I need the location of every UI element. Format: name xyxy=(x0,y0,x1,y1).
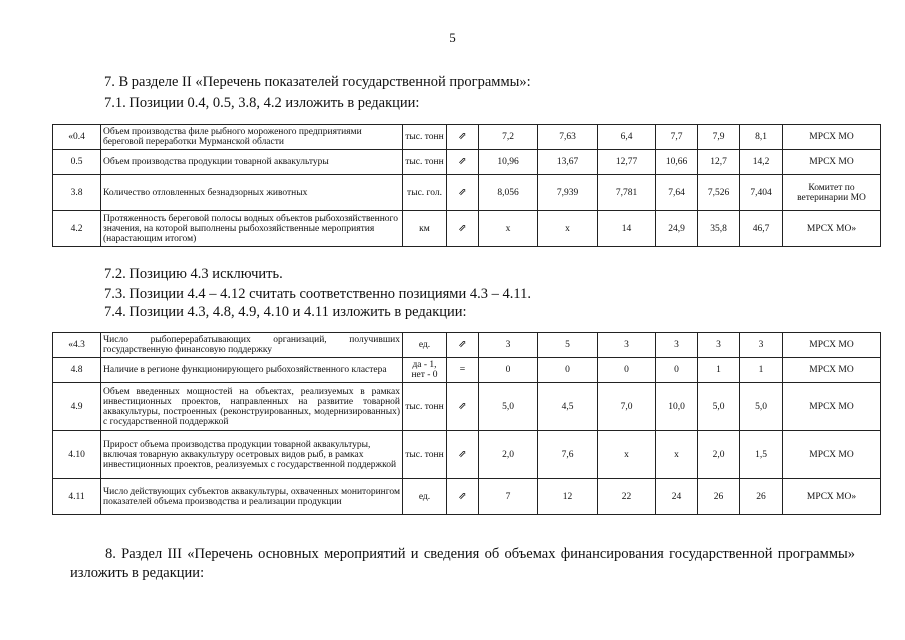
value-cell: 3 xyxy=(479,333,538,358)
value-cell: 14,2 xyxy=(740,150,783,175)
indicator-name: Объем введенных мощностей на объектах, реализуемых в рамках инвестиционных проектов, направленных на развитие товарной аквакультуры, построенных (реконструированных, модернизированных) с государственной поддержкой xyxy=(101,383,403,431)
indicator-name: Объем производства филе рыбного мороженого предприятиями береговой переработки Мурманской области xyxy=(101,125,403,150)
value-cell: 12,7 xyxy=(698,150,740,175)
value-cell: 7,2 xyxy=(479,125,538,150)
value-cell: 2,0 xyxy=(698,431,740,479)
value-cell: 3 xyxy=(740,333,783,358)
responsible: МРСХ МО xyxy=(783,150,881,175)
value-cell: 7,64 xyxy=(656,175,698,211)
value-cell: 3 xyxy=(656,333,698,358)
value-cell: 0 xyxy=(538,358,598,383)
indicator-name: Объем производства продукции товарной аквакультуры xyxy=(101,150,403,175)
row-number: 4.9 xyxy=(53,383,101,431)
row-number: 4.11 xyxy=(53,479,101,515)
trend-arrow-icon: ⇗ xyxy=(447,333,479,358)
value-cell: 7 xyxy=(479,479,538,515)
value-cell: 35,8 xyxy=(698,211,740,247)
row-number: 4.8 xyxy=(53,358,101,383)
responsible: МРСХ МО xyxy=(783,383,881,431)
value-cell: 10,96 xyxy=(479,150,538,175)
row-number: «4.3 xyxy=(53,333,101,358)
trend-arrow-icon: ⇗ xyxy=(447,479,479,515)
value-cell: 7,781 xyxy=(598,175,656,211)
paragraph-8: 8. Раздел III «Перечень основных мероприятий и сведения об объемах финансирования государственной программы» изложить в редакции: xyxy=(70,546,855,581)
value-cell: 12,77 xyxy=(598,150,656,175)
value-cell: х xyxy=(656,431,698,479)
row-number: 4.2 xyxy=(53,211,101,247)
value-cell: 5 xyxy=(538,333,598,358)
trend-arrow-icon: ⇗ xyxy=(447,211,479,247)
paragraph-7-2: 7.2. Позицию 4.3 исключить. xyxy=(104,266,283,282)
value-cell: 26 xyxy=(698,479,740,515)
table-row xyxy=(53,479,881,515)
value-cell: 46,7 xyxy=(740,211,783,247)
value-cell: 7,6 xyxy=(538,431,598,479)
value-cell: х xyxy=(538,211,598,247)
responsible: МРСХ МО xyxy=(783,358,881,383)
indicator-name: Число рыбоперерабатывающих организаций, получивших государственную финансовую поддержку xyxy=(101,333,403,358)
responsible: МРСХ МО xyxy=(783,431,881,479)
value-cell: 5,0 xyxy=(740,383,783,431)
value-cell: 0 xyxy=(598,358,656,383)
indicators-table-2 xyxy=(52,332,881,515)
value-cell: 7,9 xyxy=(698,125,740,150)
unit: км xyxy=(403,211,447,247)
value-cell: 7,63 xyxy=(538,125,598,150)
unit: тыс. тонн xyxy=(403,431,447,479)
indicator-name: Число действующих субъектов аквакультуры, охваченных мониторингом показателей объема производства и реализации продукции xyxy=(101,479,403,515)
value-cell: 14 xyxy=(598,211,656,247)
page-number: 5 xyxy=(449,30,456,45)
indicator-name: Прирост объема производства продукции товарной аквакультуры, включая товарную аквакультуру осетровых видов рыб, в рамках инвестиционных проектов, реализуемых с государственной поддержкой xyxy=(101,431,403,479)
value-cell: 13,67 xyxy=(538,150,598,175)
trend-arrow-icon: ⇗ xyxy=(447,150,479,175)
value-cell: х xyxy=(479,211,538,247)
row-number: 4.10 xyxy=(53,431,101,479)
responsible: МРСХ МО xyxy=(783,125,881,150)
unit: ед. xyxy=(403,479,447,515)
value-cell: 7,0 xyxy=(598,383,656,431)
table-row xyxy=(53,358,881,383)
value-cell: 8,1 xyxy=(740,125,783,150)
unit: тыс. тонн xyxy=(403,125,447,150)
table-row xyxy=(53,125,881,150)
value-cell: 1 xyxy=(740,358,783,383)
row-number: 0.5 xyxy=(53,150,101,175)
value-cell: 2,0 xyxy=(479,431,538,479)
indicator-name: Протяженность береговой полосы водных объектов рыбохозяйственного значения, на которой выполнены рыбохозяйственные мероприятия (нарастающим итогом) xyxy=(101,211,403,247)
value-cell: 26 xyxy=(740,479,783,515)
value-cell: 3 xyxy=(598,333,656,358)
unit: да - 1, нет - 0 xyxy=(403,358,447,383)
indicator-name: Количество отловленных безнадзорных животных xyxy=(101,175,403,211)
table-row xyxy=(53,150,881,175)
value-cell: 24 xyxy=(656,479,698,515)
table-row xyxy=(53,333,881,358)
value-cell: 1,5 xyxy=(740,431,783,479)
unit: тыс. гол. xyxy=(403,175,447,211)
value-cell: х xyxy=(598,431,656,479)
trend-equal-icon: = xyxy=(447,358,479,383)
value-cell: 10,66 xyxy=(656,150,698,175)
responsible: МРСХ МО xyxy=(783,333,881,358)
value-cell: 8,056 xyxy=(479,175,538,211)
paragraph-7-4: 7.4. Позиции 4.3, 4.8, 4.9, 4.10 и 4.11 изложить в редакции: xyxy=(104,304,467,320)
value-cell: 10,0 xyxy=(656,383,698,431)
table-row xyxy=(53,431,881,479)
trend-arrow-icon: ⇗ xyxy=(447,383,479,431)
paragraph-7-1: 7.1. Позиции 0.4, 0.5, 3.8, 4.2 изложить в редакции: xyxy=(104,95,420,111)
trend-arrow-icon: ⇗ xyxy=(447,431,479,479)
value-cell: 3 xyxy=(698,333,740,358)
row-number: «0.4 xyxy=(53,125,101,150)
value-cell: 6,4 xyxy=(598,125,656,150)
indicator-name: Наличие в регионе функционирующего рыбохозяйственного кластера xyxy=(101,358,403,383)
value-cell: 7,404 xyxy=(740,175,783,211)
responsible: МРСХ МО» xyxy=(783,479,881,515)
responsible: Комитет по ветеринарии МО xyxy=(783,175,881,211)
value-cell: 5,0 xyxy=(698,383,740,431)
paragraph-7-3: 7.3. Позиции 4.4 – 4.12 считать соответственно позициями 4.3 – 4.11. xyxy=(104,286,531,302)
trend-arrow-icon: ⇗ xyxy=(447,125,479,150)
trend-arrow-icon: ⇗ xyxy=(447,175,479,211)
value-cell: 0 xyxy=(656,358,698,383)
responsible: МРСХ МО» xyxy=(783,211,881,247)
unit: ед. xyxy=(403,333,447,358)
value-cell: 7,939 xyxy=(538,175,598,211)
indicators-table-1 xyxy=(52,124,881,247)
value-cell: 7,526 xyxy=(698,175,740,211)
value-cell: 5,0 xyxy=(479,383,538,431)
value-cell: 0 xyxy=(479,358,538,383)
value-cell: 1 xyxy=(698,358,740,383)
value-cell: 4,5 xyxy=(538,383,598,431)
table-row xyxy=(53,175,881,211)
value-cell: 12 xyxy=(538,479,598,515)
value-cell: 22 xyxy=(598,479,656,515)
unit: тыс. тонн xyxy=(403,383,447,431)
value-cell: 7,7 xyxy=(656,125,698,150)
value-cell: 24,9 xyxy=(656,211,698,247)
unit: тыс. тонн xyxy=(403,150,447,175)
table-row xyxy=(53,383,881,431)
paragraph-7: 7. В разделе II «Перечень показателей государственной программы»: xyxy=(104,74,531,90)
table-row xyxy=(53,211,881,247)
row-number: 3.8 xyxy=(53,175,101,211)
